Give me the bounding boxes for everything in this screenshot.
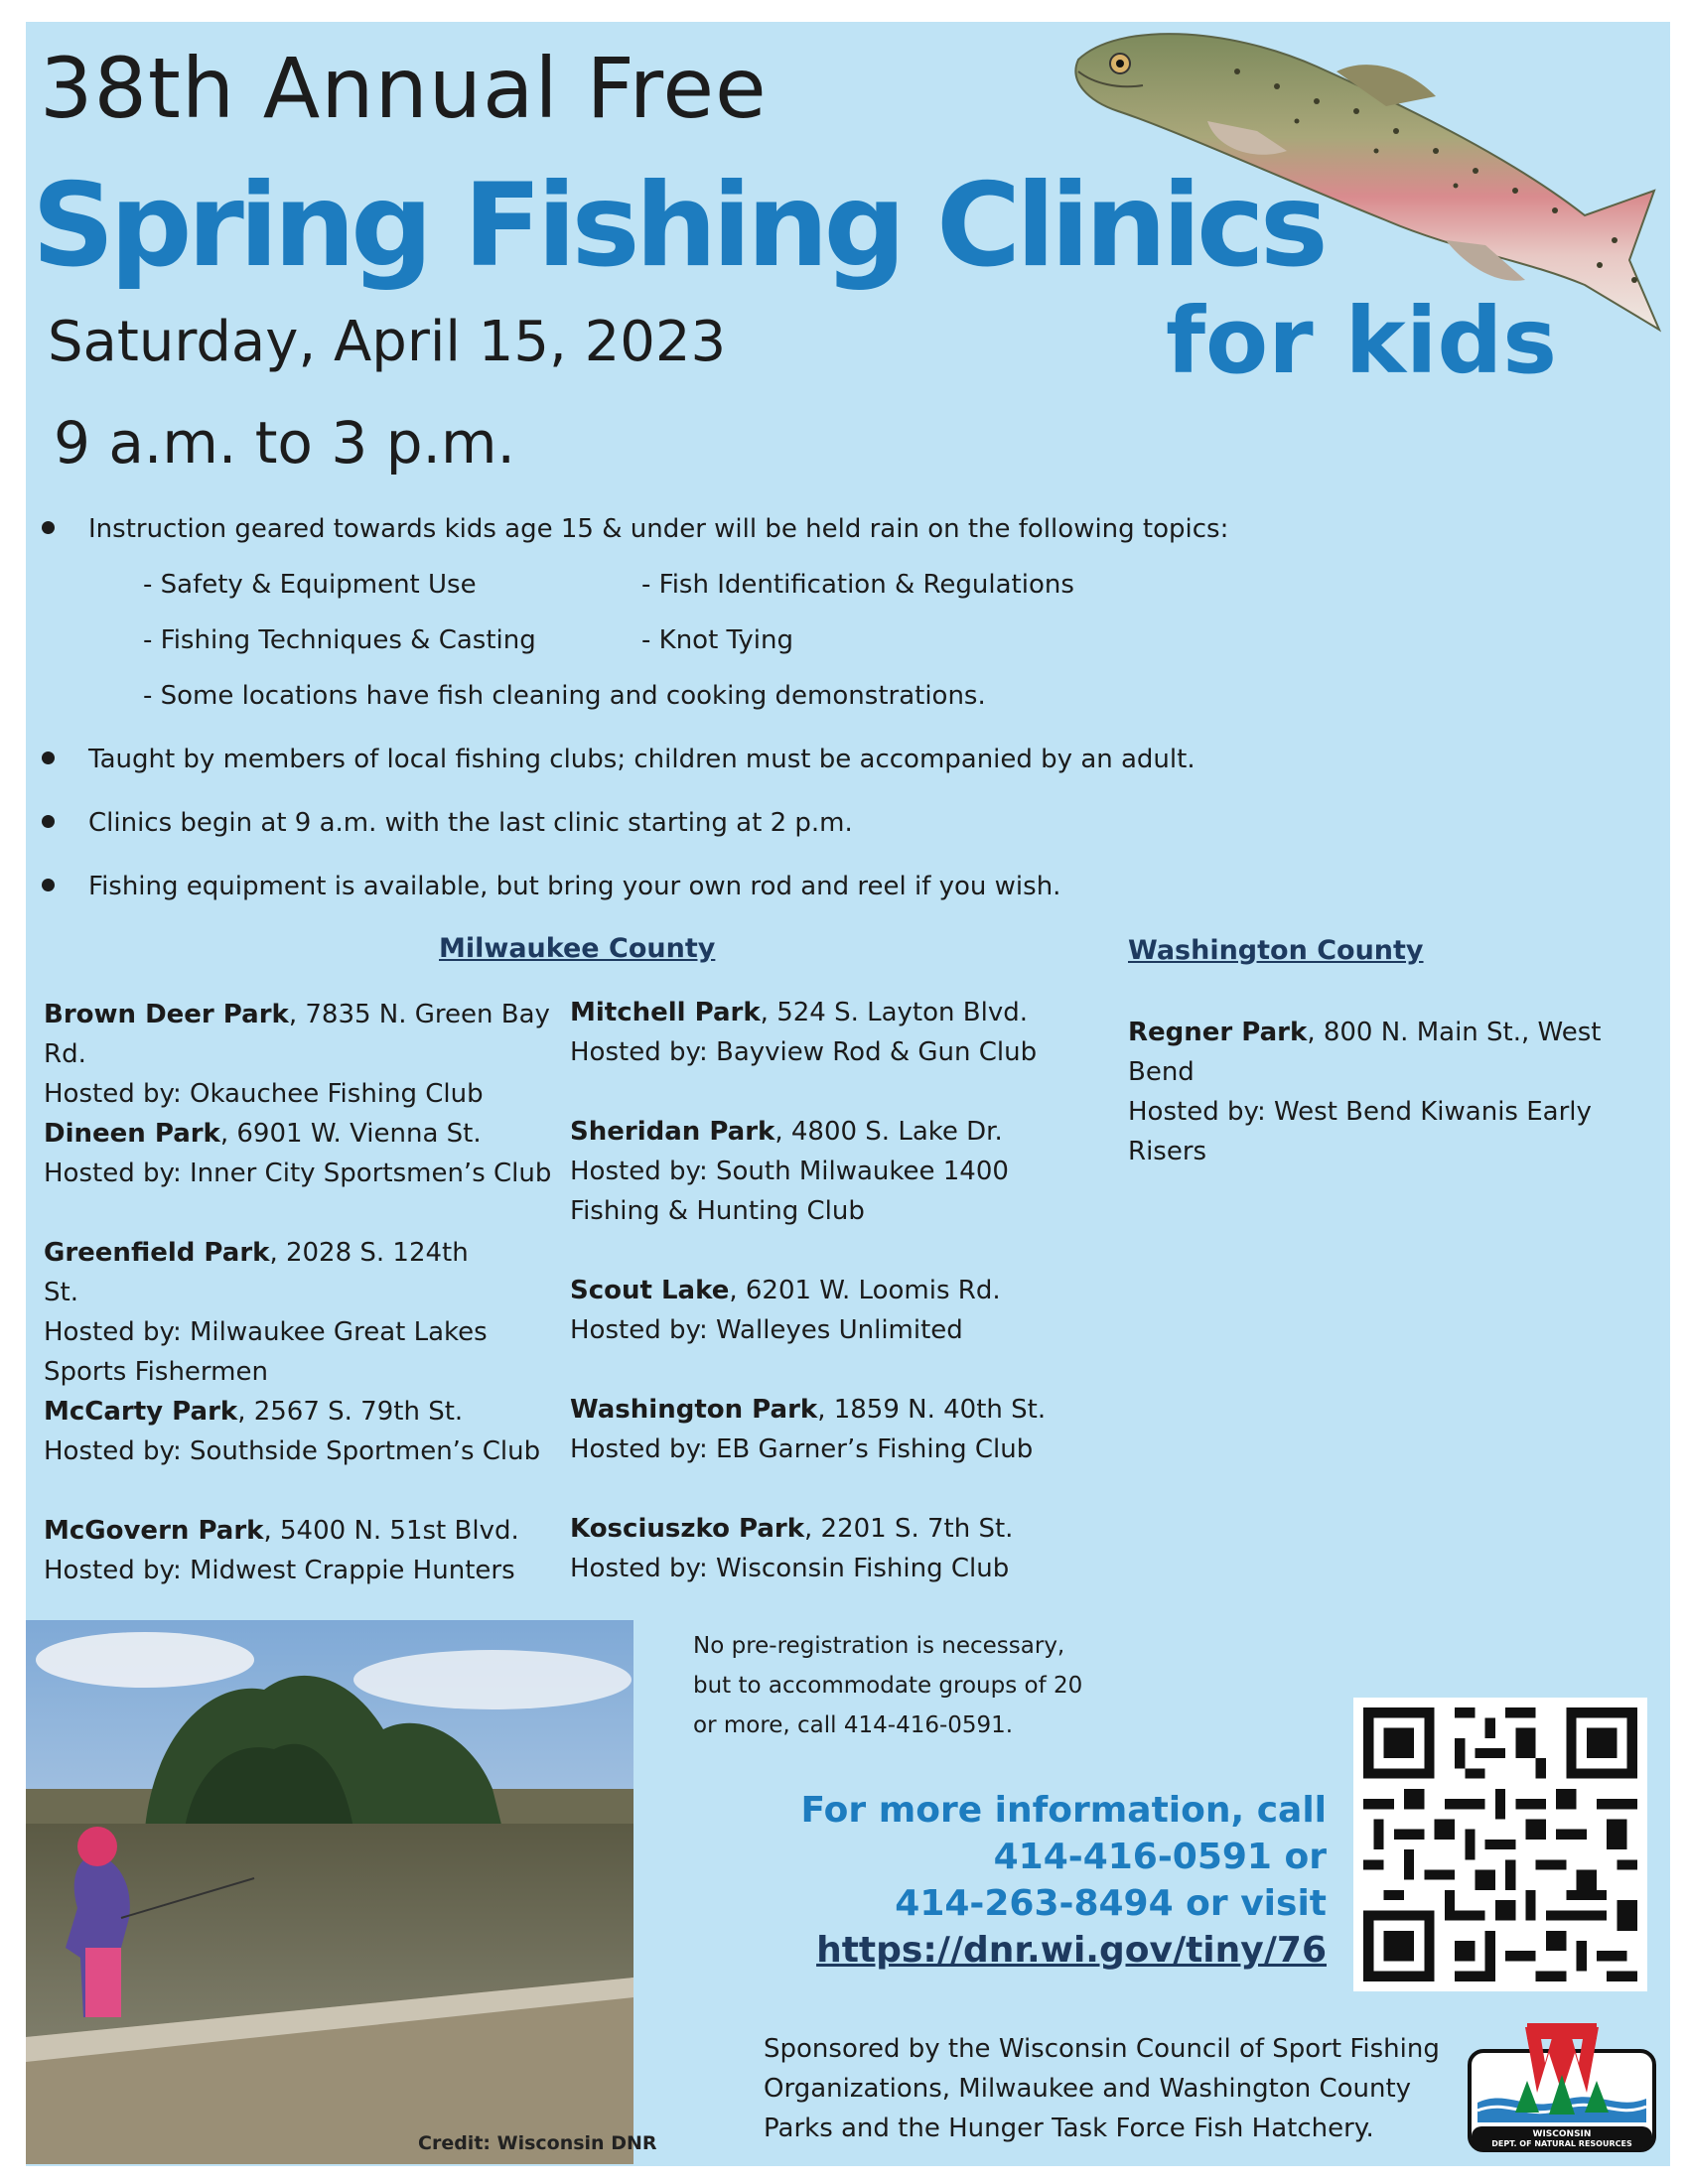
bullet-dot (42, 815, 55, 828)
location-brown-deer: Brown Deer Park, 7835 N. Green Bay Rd. Hosted by: Okauchee Fishing Club (44, 1000, 550, 1109)
bullet-dot (42, 879, 55, 891)
more-info-block (790, 1787, 1327, 1974)
location-regner: Regner Park, 800 N. Main St., West Bend Hosted by: West Bend Kiwanis Early Risers (1128, 1018, 1602, 1166)
for-kids-subtitle: for kids (1166, 288, 1557, 394)
bullet-text: Taught by members of local fishing clubs; children must be accompanied by an adult. (88, 745, 1196, 774)
annual-heading: 38th Annual Free (40, 40, 768, 137)
logo-line1: WISCONSIN (1532, 2129, 1592, 2139)
topic-cleaning: - Some locations have fish cleaning and cooking demonstrations. (143, 681, 986, 711)
milwaukee-county-heading: Milwaukee County (439, 933, 716, 964)
location-mitchell: Mitchell Park, 524 S. Layton Blvd. Hosted by: Bayview Rod & Gun Club (570, 998, 1038, 1067)
location-sheridan: Sheridan Park, 4800 S. Lake Dr. Hosted by: South Milwaukee 1400 Fishing & Hunting Club (570, 1117, 1009, 1226)
event-time: 9 a.m. to 3 p.m. (54, 409, 515, 477)
photo-credit: Credit: Wisconsin DNR (418, 2132, 657, 2154)
bullet-instruction (42, 514, 1228, 544)
more-info-phone-1: 414-416-0591 or (993, 1837, 1327, 1877)
more-info-line: For more information, call (800, 1790, 1327, 1831)
dnr-website-link[interactable]: https://dnr.wi.gov/tiny/76 (816, 1930, 1327, 1971)
flyer-page (26, 22, 1670, 2166)
location-scout-lake: Scout Lake, 6201 W. Loomis Rd. Hosted by: Walleyes Unlimited (570, 1276, 1001, 1345)
bullet-equipment (42, 872, 1060, 901)
bullet-dot (42, 521, 55, 534)
location-greenfield: Greenfield Park, 2028 S. 124th St. Hosted by: Milwaukee Great Lakes Sports Fishermen (44, 1238, 488, 1387)
child-fishing-photo (26, 1620, 633, 2164)
qr-code (1353, 1698, 1647, 1991)
bullet-times (42, 808, 853, 838)
bullet-taught (42, 745, 1196, 774)
bullet-text: Fishing equipment is available, but bring your own rod and reel if you wish. (88, 872, 1061, 901)
location-dineen: Dineen Park, 6901 W. Vienna St. Hosted by: Inner City Sportsmen’s Club (44, 1119, 552, 1188)
bullet-text: Clinics begin at 9 a.m. with the last clinic starting at 2 p.m. (88, 808, 853, 838)
location-washington-park: Washington Park, 1859 N. 40th St. Hosted by: EB Garner’s Fishing Club (570, 1395, 1047, 1464)
logo-line2: DEPT. OF NATURAL RESOURCES (1491, 2139, 1632, 2148)
topic-fish-id: - Fish Identification & Regulations (641, 570, 1074, 600)
main-title: Spring Fishing Clinics (32, 159, 1324, 293)
washington-county-heading: Washington County (1128, 935, 1424, 966)
location-mccarty: McCarty Park, 2567 S. 79th St. Hosted by: Southside Sportmen’s Club (44, 1397, 541, 1466)
topic-techniques: - Fishing Techniques & Casting (143, 625, 536, 655)
event-date: Saturday, April 15, 2023 (48, 310, 727, 374)
location-mcgovern: McGovern Park, 5400 N. 51st Blvd. Hosted by: Midwest Crappie Hunters (44, 1516, 519, 1585)
bullet-text: Instruction geared towards kids age 15 & under will be held rain on the following topics: (88, 514, 1229, 544)
location-kosciuszko: Kosciuszko Park, 2201 S. 7th St. Hosted by: Wisconsin Fishing Club (570, 1514, 1014, 1583)
more-info-phone-2: 414-263-8494 or visit (895, 1883, 1327, 1924)
registration-note: No pre-registration is necessary, but to accommodate groups of 20 or more, call 414-416-0591. (693, 1633, 1083, 1738)
wisconsin-dnr-logo (1468, 2023, 1656, 2152)
topic-knot: - Knot Tying (641, 625, 793, 655)
bullet-dot (42, 751, 55, 764)
sponsor-text: Sponsored by the Wisconsin Council of Sport Fishing Organizations, Milwaukee and Washington County Parks and the Hunger Task Force Fish Hatchery. (764, 2034, 1440, 2143)
topic-safety: - Safety & Equipment Use (143, 570, 477, 600)
